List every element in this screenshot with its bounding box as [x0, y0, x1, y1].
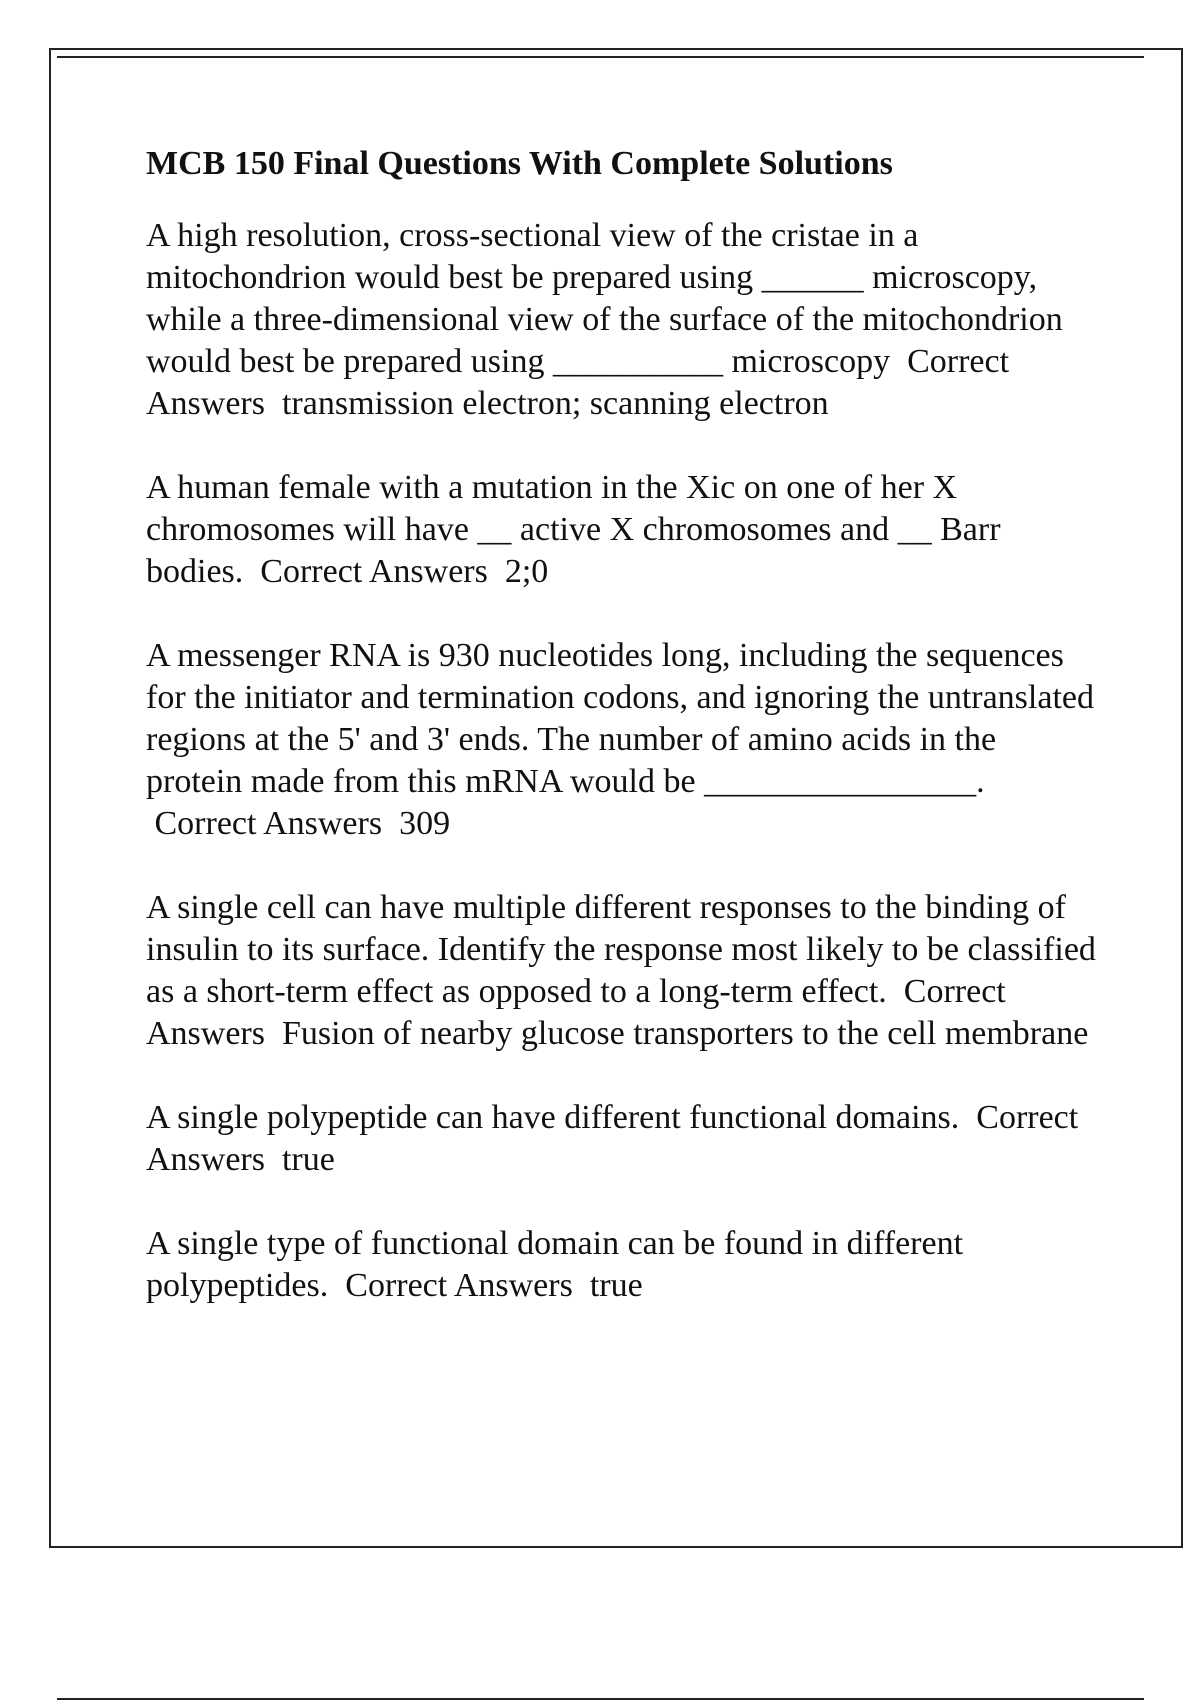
question-text: A messenger RNA is 930 nucleotides long, including the sequences for the initiator and termination codons, and ignoring the untranslated regions at the 5' and 3' ends. The number of amino acids in the protein made from this mRNA would be ________________. [146, 637, 1094, 800]
answer-text: 2;0 [504, 553, 549, 590]
answer-label: Correct Answers [345, 1267, 573, 1304]
question-text: A single polypeptide can have different functional domains. [146, 1099, 960, 1136]
question-text: A high resolution, cross-sectional view of the cristae in a mitochondrion would best be prepared using ______ microscopy, while a three-dimensional view of the surface of the mitochondrion would best be prepared using __________ microscopy [146, 217, 1063, 380]
qa-item [146, 635, 1096, 845]
answer-label: Correct Answers [146, 1099, 1079, 1178]
question-text: A human female with a mutation in the Xic on one of her X chromosomes will have __ active X chromosomes and __ Barr bodies. [146, 469, 1001, 590]
document-title: MCB 150 Final Questions With Complete Solutions [146, 145, 893, 182]
question-text: A single cell can have multiple different responses to the binding of insulin to its surface. Identify the response most likely to be classified as a short-term effect as opposed to a long-term effect. [146, 889, 1096, 1010]
qa-item [146, 1097, 1096, 1181]
header-rule [57, 56, 1144, 58]
answer-text: 309 [399, 805, 451, 842]
answer-label: Correct Answers [146, 343, 1010, 422]
qa-item [146, 467, 1096, 593]
question-text: A single type of functional domain can be found in different polypeptides. [146, 1225, 964, 1304]
answer-label: Correct Answers [154, 805, 383, 842]
document-body [146, 143, 1096, 1349]
qa-item [146, 1223, 1096, 1307]
answer-text: true [589, 1267, 643, 1304]
qa-item [146, 887, 1096, 1055]
answer-text: transmission electron; scanning electron [281, 385, 829, 422]
answer-label: Correct Answers [260, 553, 488, 590]
answer-text: Fusion of nearby glucose transporters to the cell membrane [281, 1015, 1089, 1052]
answer-text: true [281, 1141, 335, 1178]
qa-item [146, 215, 1096, 425]
answer-label: Correct Answers [146, 973, 1006, 1052]
